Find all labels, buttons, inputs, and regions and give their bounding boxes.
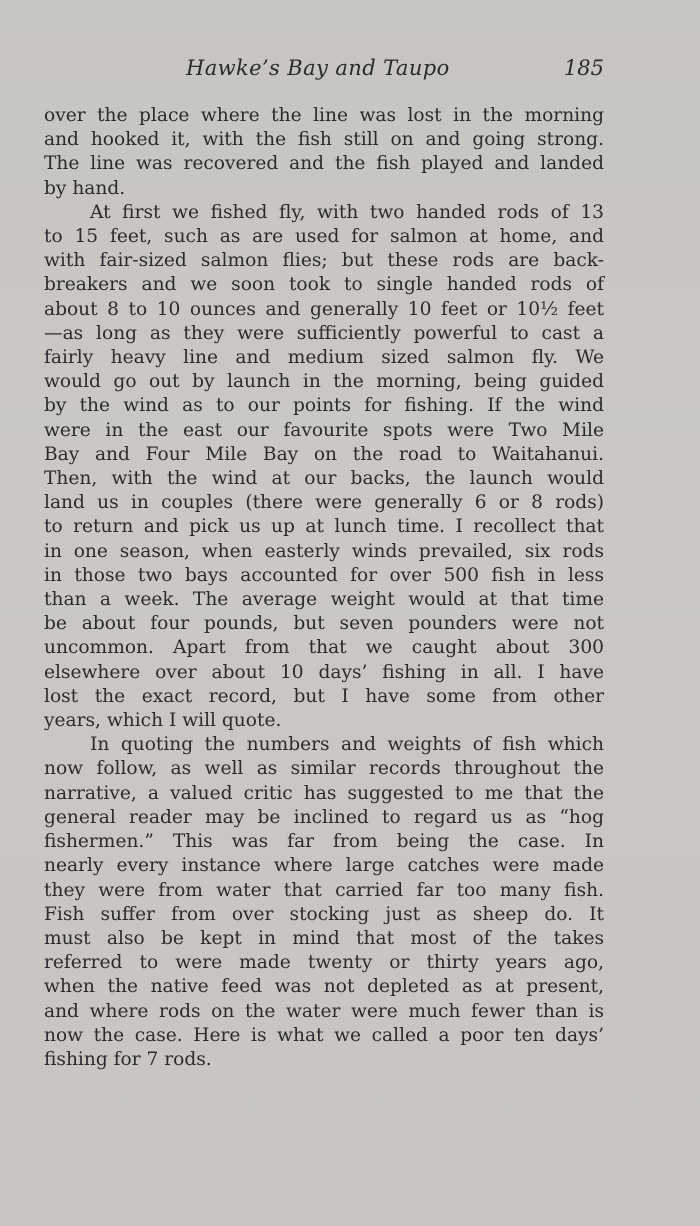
text-line: referred to were made twenty or thirty years ago,: [44, 952, 604, 974]
text-line: elsewhere over about 10 days’ fishing in all. I have: [44, 661, 604, 683]
text-line: fishing for 7 rods.: [44, 1048, 212, 1070]
text-line: The line was recovered and the fish played and landed: [44, 153, 604, 175]
text-line: would go out by launch in the morning, being guided: [44, 371, 604, 393]
text-line: in those two bays accounted for over 500 fish in less: [44, 564, 604, 586]
text-line: be about four pounds, but seven pounders were not: [44, 613, 604, 635]
text-line: general reader may be inclined to regard us as “hog: [44, 806, 604, 828]
text-line: to return and pick us up at lunch time. I recollect that: [44, 516, 604, 538]
text-line: Fish suffer from over stocking just as sheep do. It: [44, 903, 604, 925]
text-line: lost the exact record, but I have some from other: [44, 685, 604, 707]
page-number: 185: [563, 56, 604, 80]
text-line: uncommon. Apart from that we caught about 300: [44, 637, 604, 659]
text-line: by hand.: [44, 177, 126, 199]
paragraph-1: [44, 104, 604, 201]
text-line: breakers and we soon took to single handed rods of: [44, 274, 604, 296]
text-line: fishermen.” This was far from being the case. In: [44, 831, 604, 853]
text-line: now follow, as well as similar records throughout the: [44, 758, 604, 780]
text-line: with fair-sized salmon flies; but these rods are back-: [44, 250, 604, 272]
text-line: now the case. Here is what we called a poor ten days’: [44, 1024, 604, 1046]
text-line: when the native feed was not depleted as at present,: [44, 976, 604, 998]
text-line: Bay and Four Mile Bay on the road to Waitahanui.: [44, 443, 604, 465]
text-line: and where rods on the water were much fewer than is: [44, 1000, 604, 1022]
text-line: to 15 feet, such as are used for salmon at home, and: [44, 226, 604, 248]
text-line: In quoting the numbers and weights of fish which: [90, 734, 604, 756]
text-line: At first we fished fly, with two handed rods of 13: [90, 201, 604, 223]
text-line: by the wind as to our points for fishing. If the wind: [44, 395, 604, 417]
text-line: years, which I will quote.: [44, 710, 282, 732]
text-line: Then, with the wind at our backs, the launch would: [44, 468, 604, 490]
text-line: must also be kept in mind that most of the takes: [44, 927, 604, 949]
text-line: about 8 to 10 ounces and generally 10 feet or 10½ feet: [44, 298, 604, 320]
running-title: Hawke’s Bay and Taupo: [186, 56, 450, 80]
text-line: were in the east our favourite spots were Two Mile: [44, 419, 604, 441]
text-line: in one season, when easterly winds prevailed, six rods: [44, 540, 604, 562]
text-line: land us in couples (there were generally 6 or 8 rods): [44, 492, 604, 514]
running-head: [44, 56, 604, 86]
text-line: nearly every instance where large catches were made: [44, 855, 604, 877]
text-line: —as long as they were sufficiently powerful to cast a: [44, 322, 604, 344]
text-line: narrative, a valued critic has suggested to me that the: [44, 782, 604, 804]
text-line: over the place where the line was lost in the morning: [44, 105, 604, 126]
paragraph-3: [44, 733, 604, 1072]
text-line: and hooked it, with the fish still on and going strong.: [44, 129, 604, 151]
text-line: fairly heavy line and medium sized salmon fly. We: [44, 347, 604, 369]
text-line: they were from water that carried far too many fish.: [44, 879, 604, 901]
body-text: [44, 104, 604, 1072]
text-line: than a week. The average weight would at that time: [44, 589, 604, 611]
paragraph-2: [44, 201, 604, 733]
